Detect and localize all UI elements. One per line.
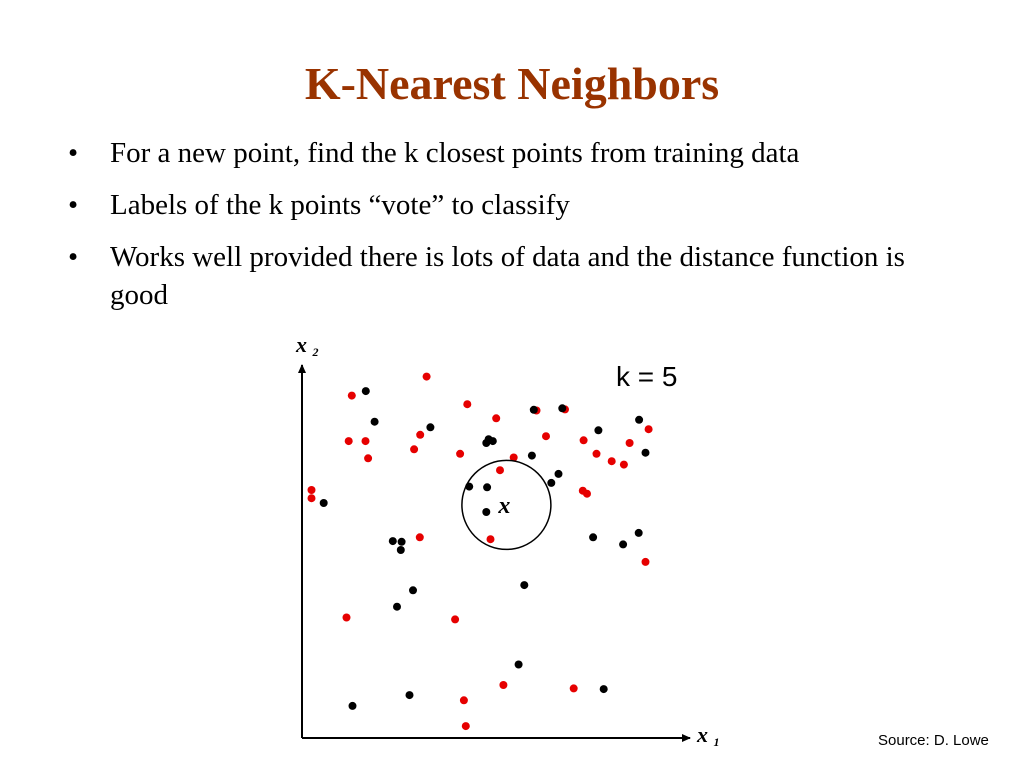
red-data-point [423, 373, 431, 381]
red-data-point [580, 436, 588, 444]
black-data-point [635, 529, 643, 537]
red-data-point [487, 535, 495, 543]
black-data-point [528, 452, 536, 460]
black-data-point [600, 685, 608, 693]
black-data-point [482, 508, 490, 516]
bullet-text: Works well provided there is lots of data and the distance function is good [110, 241, 905, 311]
red-data-point [345, 437, 353, 445]
black-data-point [515, 661, 523, 669]
black-data-point [530, 406, 538, 414]
red-data-point [626, 439, 634, 447]
black-data-point [642, 449, 650, 457]
red-data-point [645, 425, 653, 433]
red-data-point [364, 454, 372, 462]
x-axis-label [696, 722, 720, 749]
black-data-point [362, 387, 370, 395]
red-data-point [492, 414, 500, 422]
red-data-point [343, 614, 351, 622]
y-axis-label-main: x [296, 332, 307, 357]
black-data-point [619, 540, 627, 548]
red-data-point [308, 494, 316, 502]
red-data-point [496, 466, 504, 474]
black-data-point [594, 426, 602, 434]
red-data-point [308, 486, 316, 494]
black-data-point [371, 418, 379, 426]
black-data-point [520, 581, 528, 589]
query-point-label: x [498, 492, 511, 519]
black-data-point [393, 603, 401, 611]
x-axis-label-subscript: 1 [713, 735, 720, 749]
red-data-point [462, 722, 470, 730]
black-data-point [483, 483, 491, 491]
black-data-point [635, 416, 643, 424]
black-data-point [406, 691, 414, 699]
red-data-point [416, 431, 424, 439]
bullet-text: For a new point, find the k closest points from training data [110, 137, 800, 169]
red-data-point [362, 437, 370, 445]
black-data-point [409, 586, 417, 594]
red-data-point [593, 450, 601, 458]
red-data-point [608, 457, 616, 465]
red-data-point [456, 450, 464, 458]
bullet-marker: • [68, 137, 79, 169]
black-data-point [558, 404, 566, 412]
red-data-point [451, 615, 459, 623]
red-data-point [620, 461, 628, 469]
data-points [308, 373, 653, 730]
black-data-point [589, 533, 597, 541]
slide-title: K-Nearest Neighbors [304, 58, 720, 109]
y-axis-label-subscript: 2 [312, 345, 319, 359]
red-data-point [410, 445, 418, 453]
y-axis-label [295, 332, 319, 359]
red-data-point [463, 400, 471, 408]
red-data-point [642, 558, 650, 566]
red-data-point [570, 684, 578, 692]
x-axis-label-main: x [697, 722, 708, 747]
source-credit: Source: D. Lowe [878, 732, 989, 749]
red-data-point [416, 533, 424, 541]
black-data-point [482, 439, 490, 447]
bullet-marker: • [68, 241, 79, 273]
black-data-point [320, 499, 328, 507]
black-data-point [547, 479, 555, 487]
black-data-point [426, 423, 434, 431]
red-data-point [348, 392, 356, 400]
black-data-point [398, 538, 406, 546]
black-data-point [555, 470, 563, 478]
black-data-point [349, 702, 357, 710]
red-data-point [542, 432, 550, 440]
k-value-label: k = 5 [616, 361, 678, 392]
black-data-point [389, 537, 397, 545]
red-data-point [460, 696, 468, 704]
black-data-point [397, 546, 405, 554]
red-data-point [499, 681, 507, 689]
bullet-marker: • [68, 189, 79, 221]
red-data-point [583, 490, 591, 498]
bullet-text: Labels of the k points “vote” to classify [110, 189, 570, 221]
